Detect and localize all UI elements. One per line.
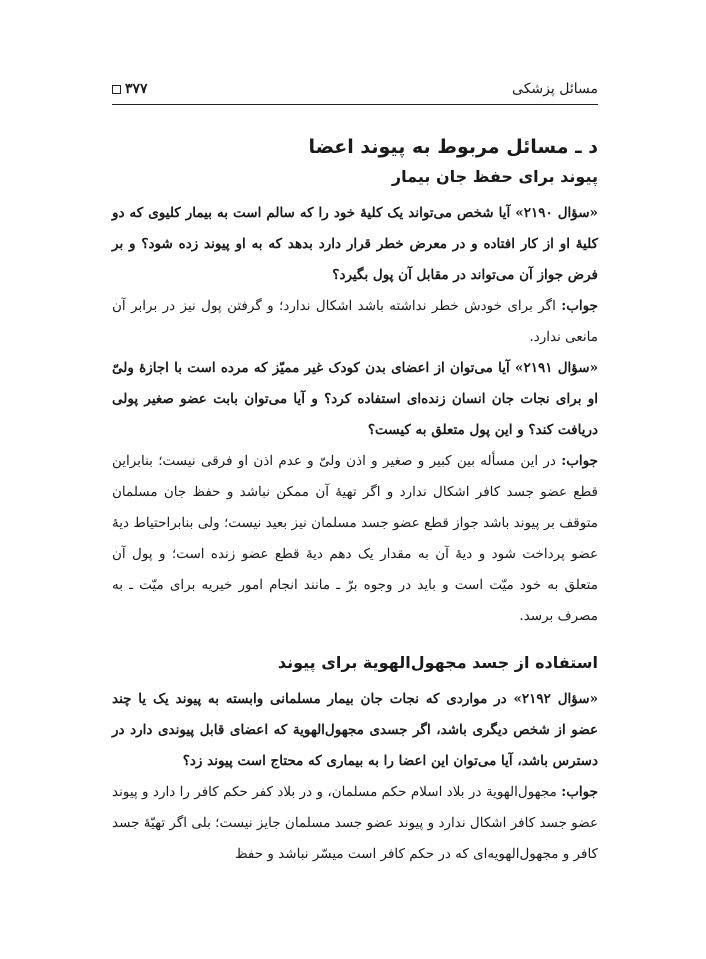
answer-2190 — [112, 291, 598, 353]
square-icon — [112, 85, 121, 94]
question-2190: «سؤال ۲۱۹۰» آیا شخص می‌تواند یک کلیهٔ خود را که سالم است به بیمار کلیوی که دو کلیهٔ او از کار افتاده و در معرض خطر قرار دارد بدهد که به او پیوند زده شود؟ و بر فرض جواز آن می‌تواند در مقابل آن پول بگیرد؟ — [112, 205, 598, 283]
answer-label: جواب: — [561, 784, 598, 800]
answer-text: مجهول‌الهویة در بلاد اسلام حکم مسلمان، و در بلاد کفر حکم کافر را دارد و پیوند عضو جسد کافر اشکال ندارد و پیوند عضو جسد مسلمان جایز نیست؛ بلی اگر تهیّهٔ جسد کافر و مجهول‌الهویه‌ای که در حکم کافر است میسّر نباشد و حفظ — [112, 784, 598, 862]
page-header — [112, 78, 598, 100]
question-2192: «سؤال ۲۱۹۲» در مواردی که نجات جان بیمار مسلمانی وابسته به پیوند یک یا چند عضو از شخص دیگری باشد، اگر جسدی مجهول‌الهویة که اعضای قابل پیوندی دارد در دسترس باشد، آیا می‌توان این اعضا را به بیماری که محتاج است پیوند زد؟ — [112, 691, 599, 769]
answer-label: جواب: — [561, 453, 598, 469]
section-title: د ـ مسائل مربوط به پیوند اعضا — [308, 136, 598, 158]
page-number-text: ۳۷۷ — [125, 81, 148, 97]
question-2191: «سؤال ۲۱۹۱» آیا می‌توان از اعضای بدن کودک غیر ممیّز که مرده است با اجازهٔ ولیّ او برای نجات جان انسان زنده‌ای استفاده کرد؟ و آیا می‌توان بابت عضو صغیر پولی دریافت کند؟ و این پول متعلق به کیست؟ — [112, 360, 599, 438]
answer-2191 — [112, 446, 598, 632]
page-content — [112, 132, 598, 870]
answer-text: در این مسأله بین کبیر و صغیر و اذن ولیّ و عدم اذن او فرقی نیست؛ بنابراین قطع عضو جسد کافر اشکال ندارد و اگر تهیهٔ آن ممکن نباشد و حفظ جان مسلمان متوقف بر پیوند باشد جواز قطع عضو جسد مسلمان نیز بعید نیست؛ ولی بنابراحتیاط دیهٔ عضو پرداخت شود و دیهٔ آن به مقدار یک دهم دیهٔ قطع عضو زنده است؛ و پول آن متعلق به خود میّت است و باید در وجوه برّ ـ مانند انجام امور خیریه برای میّت ـ به مصرف برسد. — [112, 453, 598, 624]
answer-2192 — [112, 777, 598, 870]
answer-text: اگر برای خودش خطر نداشته باشد اشکال ندارد؛ و گرفتن پول نیز در برابر آن مانعی ندارد. — [112, 298, 598, 345]
answer-label: جواب: — [561, 298, 598, 314]
subsection-title-1: پیوند برای حفظ جان بیمار — [391, 167, 598, 186]
header-divider — [112, 104, 598, 105]
page-number — [112, 81, 148, 97]
subsection-title-2: استفاده از جسد مجهول‌الهویة برای پیوند — [277, 653, 598, 672]
running-title: مسائل پزشکی — [512, 81, 598, 97]
